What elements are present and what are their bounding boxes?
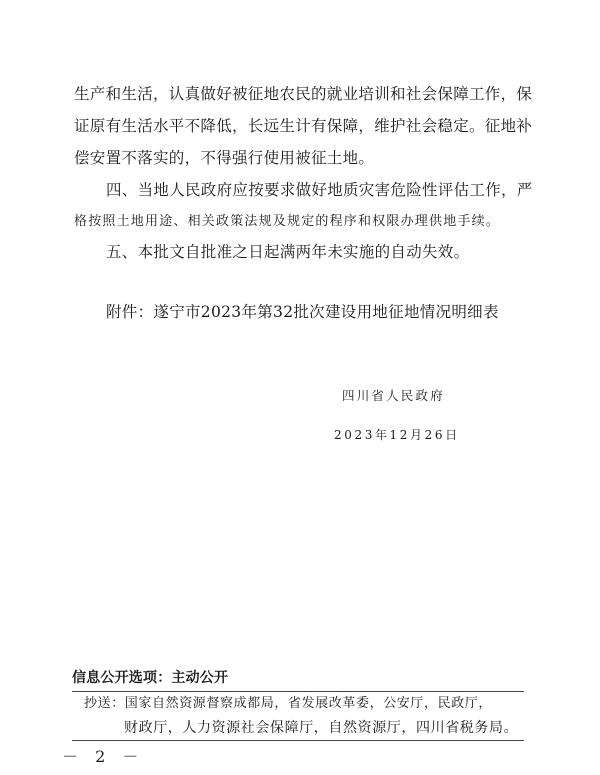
- cc-line-2: 财政厅，人力资源社会保障厅，自然资源厅，四川省税务局。: [124, 720, 519, 736]
- disclosure-option: 信息公开选项：主动公开: [72, 670, 229, 686]
- issue-date: 2023年12月26日: [334, 428, 460, 442]
- issuer-name: 四川省人民政府: [342, 388, 445, 403]
- cc-top-divider: [72, 691, 524, 692]
- paragraph-1-line-1: 生产和生活，认真做好被征地农民的就业培训和社会保障工作，保: [74, 85, 533, 103]
- paragraph-2-line-1: 四、当地人民政府应按要求做好地质灾害危险性评估工作，严: [106, 181, 533, 199]
- paragraph-1-line-2: 证原有生活水平不降低，长远生计有保障，维护社会稳定。征地补: [74, 117, 533, 135]
- cc-bottom-divider: [72, 740, 524, 741]
- paragraph-3: 五、本批文自批准之日起满两年未实施的自动失效。: [106, 243, 470, 261]
- cc-line-1: 抄送：国家自然资源督察成都局，省发展改革委，公安厅，民政厅，: [84, 696, 493, 711]
- paragraph-1-line-3: 偿安置不落实的，不得强行使用被征土地。: [74, 149, 375, 167]
- page-number: － 2 －: [62, 747, 145, 766]
- paragraph-2-line-2: 格按照土地用途、相关政策法规及规定的程序和权限办理供地手续。: [74, 214, 501, 229]
- attachment-line: 附件：遂宁市2023年第32批次建设用地征地情况明细表: [106, 303, 499, 321]
